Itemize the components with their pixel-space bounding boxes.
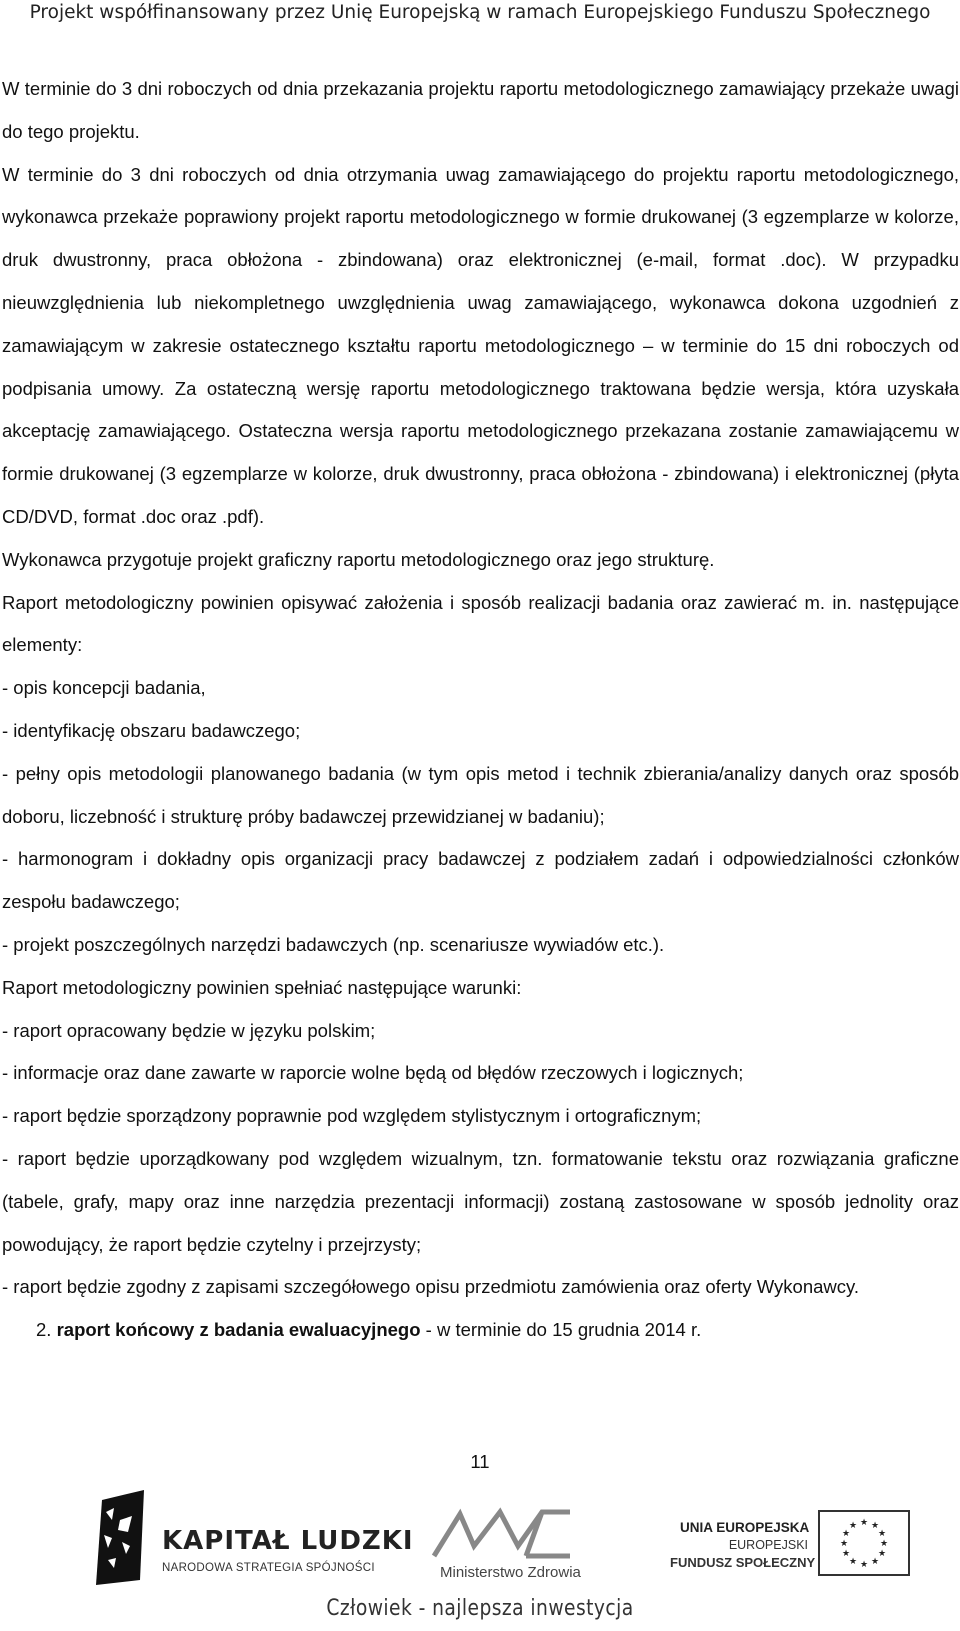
list-item: - raport będzie uporządkowany pod względem wizualnym, tzn. formatowanie tekstu oraz rozwiązania graficzne (tabele, grafy, mapy oraz inne narzędzia prezentacji informacji) zostaną zastosowane w sposób jednolity oraz powodujący, że raport będzie czytelny i przejrzysty;	[2, 1147, 959, 1255]
paragraph: Wykonawca przygotuje projekt graficzny raportu metodologicznego oraz jego strukturę.	[2, 548, 715, 570]
svg-text:★: ★	[870, 1557, 880, 1567]
page-header: Projekt współfinansowany przez Unię Europejską w ramach Europejskiego Funduszu Społecznego	[29, 2, 931, 23]
list-item: - informacje oraz dane zawarte w raporcie wolne będą od błędów rzeczowych i logicznych;	[2, 1062, 744, 1084]
page-number: 11	[470, 1451, 490, 1472]
eu-line2: EUROPEJSKI	[728, 1538, 808, 1552]
svg-text:★: ★	[879, 1539, 889, 1549]
ministry-logo	[430, 1506, 600, 1586]
eu-flag-icon	[818, 1510, 910, 1576]
svg-text:★: ★	[841, 1529, 851, 1539]
list-item: - projekt poszczególnych narzędzi badawczych (np. scenariusze wywiadów etc.).	[2, 933, 665, 955]
ministry-mz-icon	[430, 1506, 580, 1562]
list-item: - raport będzie zgodny z zapisami szczegółowego opisu przedmiotu zamówienia oraz oferty Wykonawcy.	[2, 1276, 860, 1298]
footer-logos	[0, 1490, 960, 1590]
list-item: - identyfikację obszaru badawczego;	[2, 719, 301, 741]
svg-text:★: ★	[848, 1521, 858, 1531]
list-item: - raport będzie sporządzony poprawnie pod względem stylistycznym i ortograficznym;	[2, 1105, 702, 1127]
document-body	[2, 68, 959, 1352]
paragraph: Raport metodologiczny powinien opisywać założenia i sposób realizacji badania oraz zawierać m. in. następujące elementy:	[2, 591, 959, 656]
svg-text:★: ★	[870, 1521, 880, 1531]
eu-stars-icon	[820, 1512, 908, 1574]
kapital-ludzki-subtitle: NARODOWA STRATEGIA SPÓJNOŚCI	[162, 1562, 375, 1574]
svg-text:★: ★	[877, 1549, 887, 1559]
svg-text:★: ★	[848, 1557, 858, 1567]
numbered-item	[2, 1309, 959, 1352]
list-item: - harmonogram i dokładny opis organizacji pracy badawczej z podziałem zadań i odpowiedzialności członków zespołu badawczego;	[2, 848, 959, 913]
ministry-name: Ministerstwo Zdrowia	[440, 1564, 581, 1581]
footer-slogan: Człowiek - najlepsza inwestycja	[326, 1596, 634, 1621]
svg-text:★: ★	[859, 1560, 869, 1570]
svg-text:★: ★	[839, 1539, 849, 1549]
paragraph: W terminie do 3 dni roboczych od dnia przekazania projektu raportu metodologicznego zamawiający przekaże uwagi do tego projektu.	[2, 78, 959, 142]
item-bold-title: raport końcowy z badania ewaluacyjnego	[56, 1319, 421, 1341]
eu-line1: UNIA EUROPEJSKA	[680, 1520, 810, 1535]
list-item: - opis koncepcji badania,	[2, 677, 206, 699]
list-item: - pełny opis metodologii planowanego badania (w tym opis metod i technik zbierania/analizy danych oraz sposób doboru, liczebność i strukturę próby badawczej przewidzianej w badaniu);	[2, 762, 959, 827]
kapital-ludzki-icon	[92, 1490, 152, 1585]
item-number: 2.	[36, 1319, 52, 1341]
eu-line3: FUNDUSZ SPOŁECZNY	[670, 1555, 816, 1570]
paragraph: Raport metodologiczny powinien spełniać następujące warunki:	[2, 976, 522, 998]
eu-logo	[670, 1510, 910, 1580]
list-item: - raport opracowany będzie w języku polskim;	[2, 1019, 376, 1041]
kapital-ludzki-title: KAPITAŁ LUDZKI	[162, 1526, 414, 1556]
svg-text:★: ★	[877, 1529, 887, 1539]
paragraph: W terminie do 3 dni roboczych od dnia otrzymania uwag zamawiającego do projektu raportu metodologicznego, wykonawca przekaże poprawiony projekt raportu metodologicznego w formie drukowanej (3 egzemplarze w kolorze, druk dwustronny, praca obłożona - zbindowana) oraz elektronicznej (e-mail, format .doc). W przypadku nieuwzględnienia lub niekompletnego uwzględnienia uwag zamawiającego, wykonawca dokona uzgodnień z zamawiającym w zakresie ostatecznego kształtu raportu metodologicznego – w terminie do 15 dni roboczych od podpisania umowy. Za ostateczną wersję raportu metodologicznego traktowana będzie wersja, która uzyskała akceptację zamawiającego. Ostateczna wersja raportu metodologicznego przekazana zostanie zamawiającemu w formie drukowanej (3 egzemplarze w kolorze, druk dwustronny, praca obłożona - zbindowana) i elektronicznej (płyta CD/DVD, format .doc oraz .pdf).	[2, 163, 959, 527]
item-rest: - w terminie do 15 grudnia 2014 r.	[420, 1319, 702, 1341]
svg-text:★: ★	[841, 1549, 851, 1559]
svg-text:★: ★	[859, 1518, 869, 1528]
kapital-ludzki-logo	[92, 1490, 414, 1585]
